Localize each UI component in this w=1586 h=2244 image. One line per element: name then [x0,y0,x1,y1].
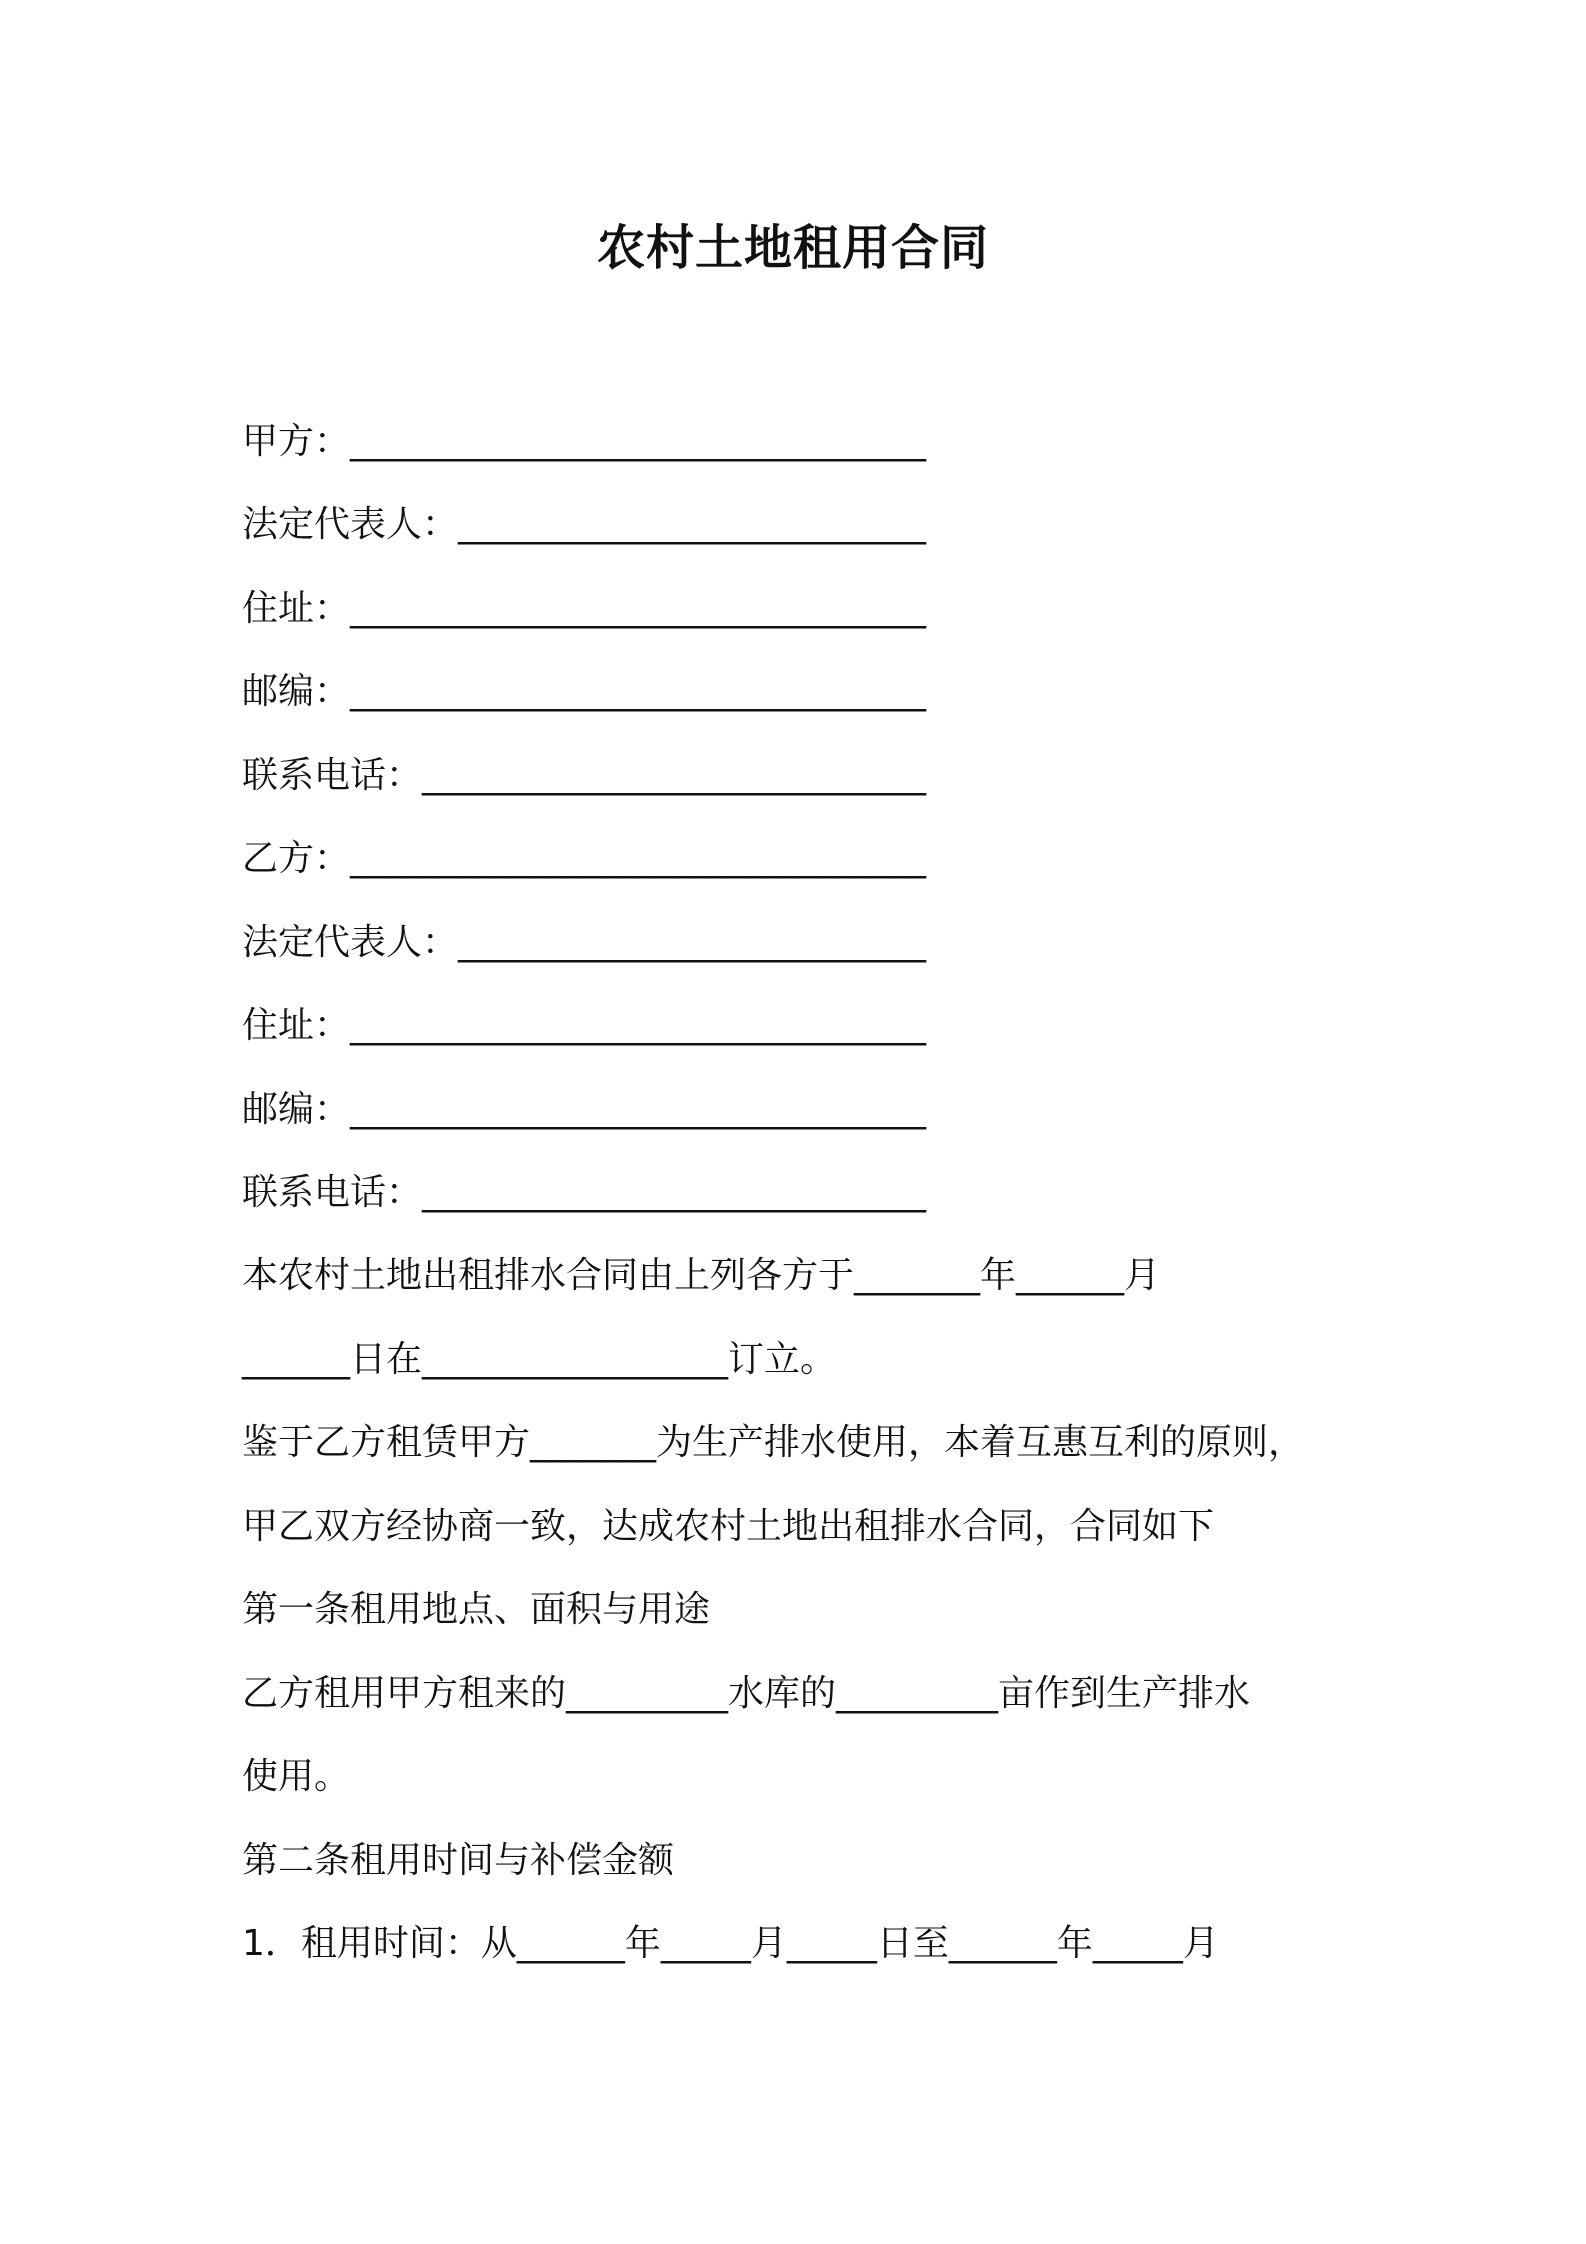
article-1-text-line-1: 乙方租用甲方租来的_________水库的_________亩作到生产排水 [242,1673,1251,1714]
party-a-phone-field: 联系电话：____________________________ [242,755,927,796]
contract-intro-line-2: ______日在_________________订立。 [242,1339,837,1380]
party-b-representative-field: 法定代表人：__________________________ [242,922,927,963]
party-b-phone-field: 联系电话：____________________________ [242,1172,927,1213]
article-2-heading: 第二条租用时间与补偿金额 [242,1840,675,1881]
article-1-heading: 第一条租用地点、面积与用途 [242,1589,711,1630]
party-a-address-field: 住址：________________________________ [242,588,927,629]
party-a-postcode-field: 邮编：________________________________ [242,671,927,712]
party-b-postcode-field: 邮编：________________________________ [242,1089,927,1130]
contract-intro-line-3: 鉴于乙方租赁甲方_______为生产排水使用，本着互惠互利的原则， [242,1422,1305,1463]
contract-intro-line-4: 甲乙双方经协商一致，达成农村土地出租排水合同，合同如下 [242,1506,1215,1547]
party-b-name-field: 乙方：________________________________ [242,838,927,879]
party-a-representative-field: 法定代表人：__________________________ [242,504,927,545]
article-1-text-line-2: 使用。 [242,1756,351,1797]
document-title: 农村土地租用合同 [596,220,989,276]
party-b-address-field: 住址：________________________________ [242,1005,927,1046]
contract-intro-line-1: 本农村土地出租排水合同由上列各方于_______年______月 [242,1255,1161,1296]
article-2-item-1: 1．租用时间：从______年_____月_____日至______年_____月 [242,1923,1219,1964]
party-a-name-field: 甲方：________________________________ [242,421,927,462]
